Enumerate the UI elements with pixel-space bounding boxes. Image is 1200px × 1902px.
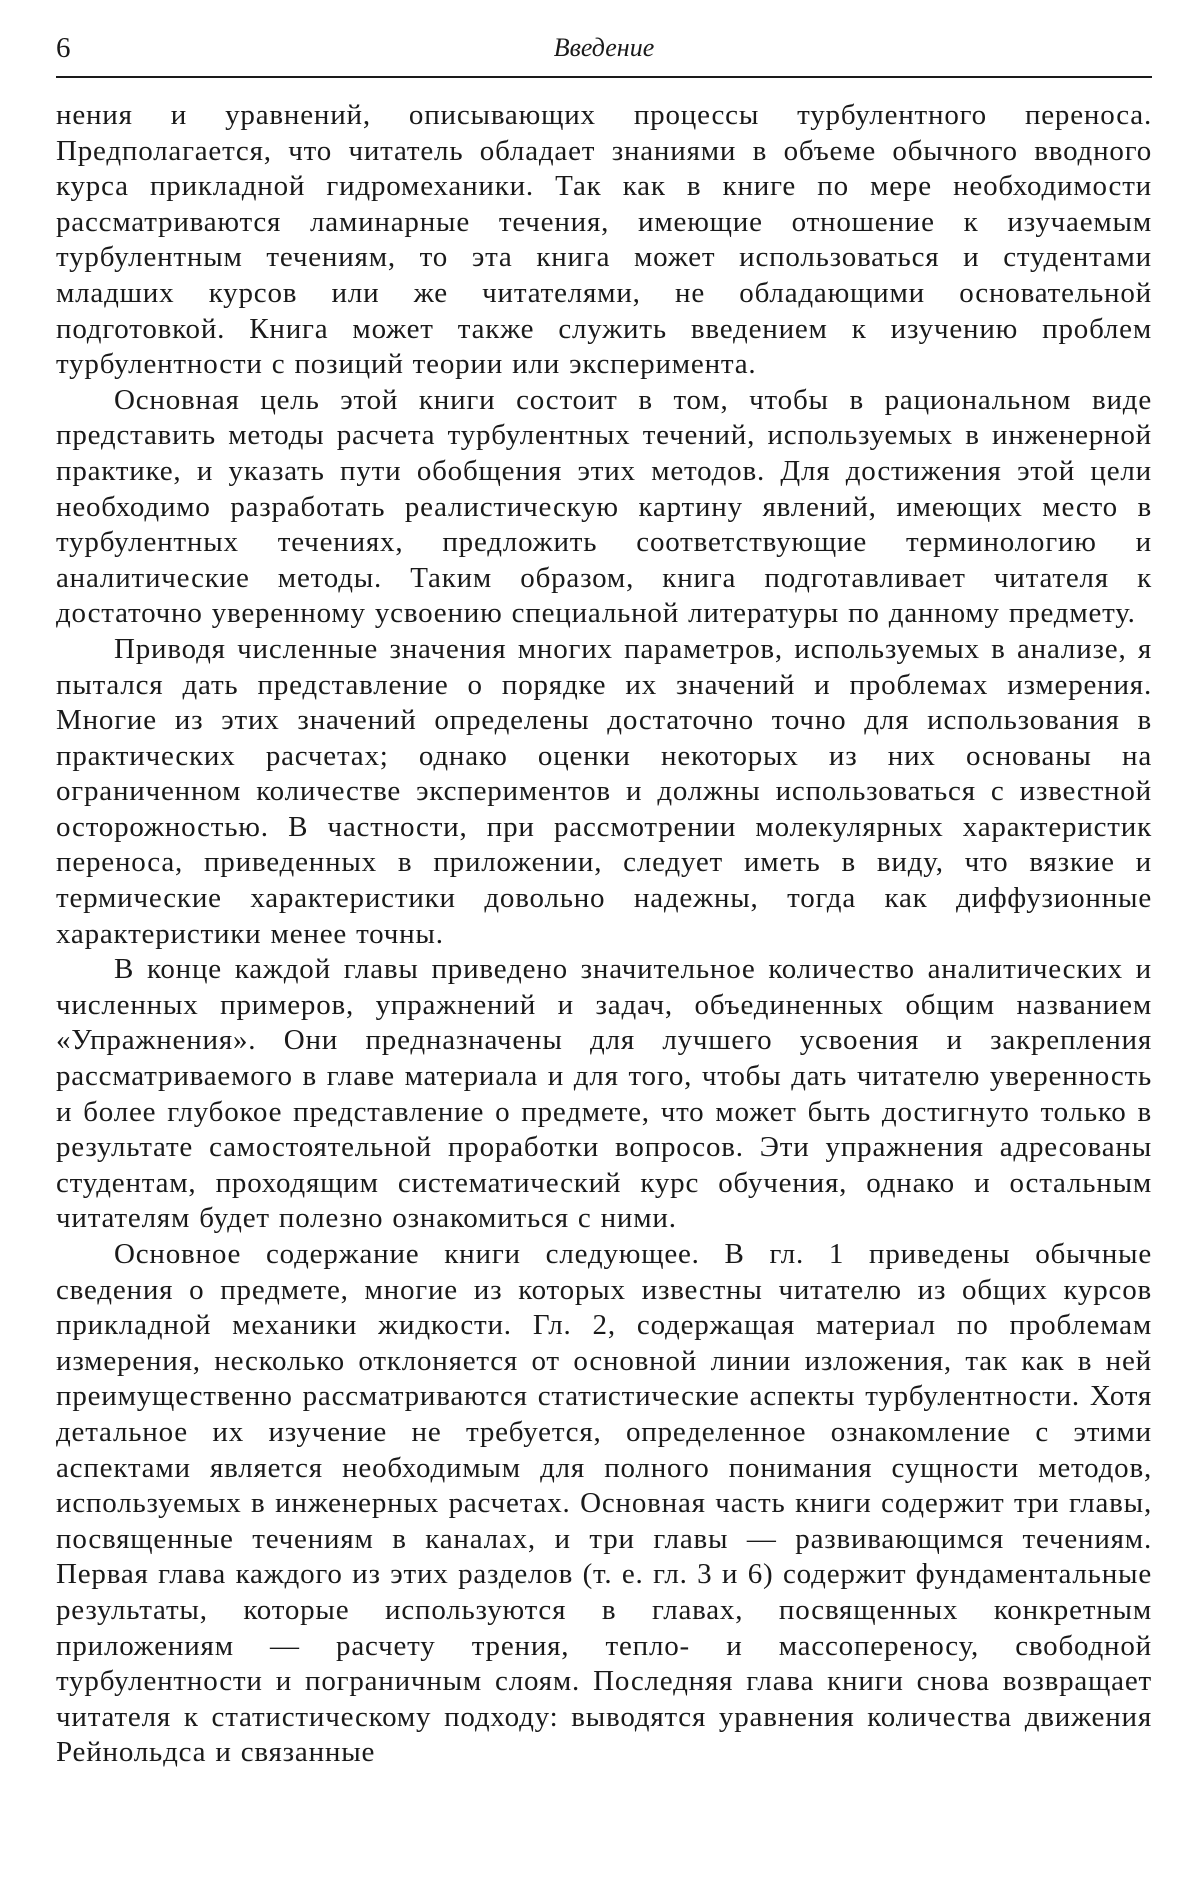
body-text xyxy=(56,98,1152,1771)
paragraph-continuation: нения и уравнений, описывающих процессы турбулентного переноса. Предполагается, что читатель обладает знаниями в объеме обычного вводного курса прикладной гидромеханики. Так как в книге по мере необходимости рассматриваются ламинарные течения, имеющие отношение к изучаемым турбулентным течениям, то эта книга может использоваться и студентами младших курсов или же читателями, не обладающими основательной подготовкой. Книга может также служить введением к изучению проблем турбулентности с позиций теории или эксперимента. xyxy=(56,99,1152,381)
running-title: Введение xyxy=(553,33,655,62)
paragraph: Приводя численные значения многих параметров, используемых в анализе, я пытался дать представление о порядке их значений и проблемах измерения. Многие из этих значений определены достаточно точно для использования в практических расчетах; однако оценки некоторых из них основаны на ограниченном количестве экспериментов и должны использоваться с известной осторожностью. В частности, при рассмотрении молекулярных характеристик переноса, приведенных в приложении, следует иметь в виду, что вязкие и термические характеристики довольно надежны, тогда как диффузионные характеристики менее точны. xyxy=(56,632,1152,950)
page-number: 6 xyxy=(56,32,71,64)
paragraph: Основное содержание книги следующее. В гл. 1 приведены обычные сведения о предмете, многие из которых известны читателю из общих курсов прикладной механики жидкости. Гл. 2, содержащая материал по проблемам измерения, несколько отклоняется от основной линии изложения, так как в ней преимущественно рассматриваются статистические аспекты турбулентности. Хотя детальное их изучение не требуется, определенное ознакомление с этими аспектами является необходимым для полного понимания сущности методов, используемых в инженерных расчетах. Основная часть книги содержит три главы, посвященные течениям в каналах, и три главы — развивающимся течениям. Первая глава каждого из этих разделов (т. е. гл. 3 и 6) содержит фундаментальные результаты, которые используются в главах, посвященных конкретным приложениям — расчету трения, тепло- и массопереносу, свободной турбулентности и пограничным слоям. Последняя глава книги снова возвращает читателя к статистическому подходу: выводятся уравнения количества движения Рейнольдса и связанные xyxy=(56,1238,1152,1769)
paragraph: Основная цель этой книги состоит в том, чтобы в рациональном виде представить методы расчета турбулентных течений, используемых в инженерной практике, и указать пути обобщения этих методов. Для достижения этой цели необходимо разработать реалистическую картину явлений, имеющих место в турбулентных течениях, предложить соответствующие терминологию и аналитические методы. Таким образом, книга подготавливает читателя к достаточно уверенному усвоению специальной литературы по данному предмету. xyxy=(56,383,1152,630)
page-header xyxy=(56,28,1152,78)
header-rule xyxy=(56,76,1152,78)
paragraph: В конце каждой главы приведено значительное количество аналитических и численных примеров, упражнений и задач, объединенных общим названием «Упражнения». Они предназначены для лучшего усвоения и закрепления рассматриваемого в главе материала и для того, чтобы дать читателю уверенность и более глубокое представление о предмете, что может быть достигнуто только в результате самостоятельной проработки вопросов. Эти упражнения адресованы студентам, проходящим систематический курс обучения, однако и остальным читателям будет полезно ознакомиться с ними. xyxy=(56,953,1152,1235)
